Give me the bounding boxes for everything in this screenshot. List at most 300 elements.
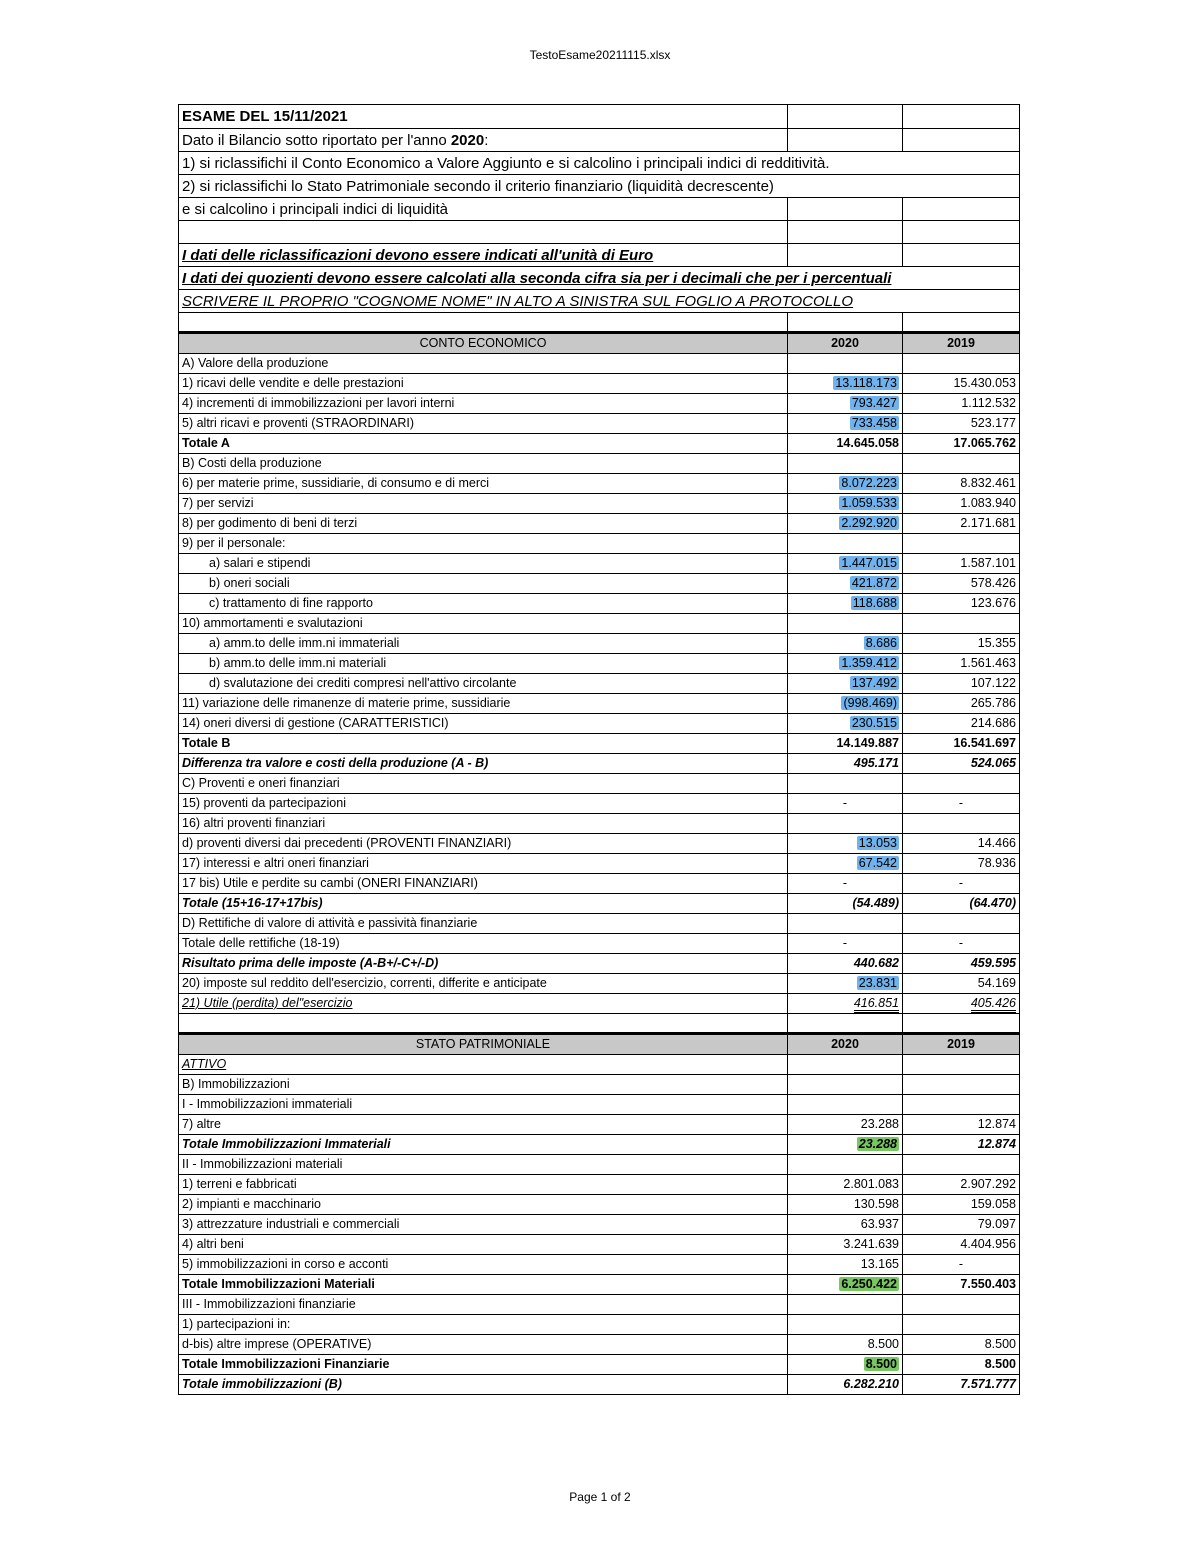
cell-value: 421.872	[851, 576, 897, 590]
value-2019	[903, 414, 1020, 434]
table-row	[179, 1175, 1020, 1195]
cell-value: 2.292.920	[841, 516, 897, 530]
cell-value: 523.177	[970, 416, 1016, 430]
cell-value: (54.489)	[852, 896, 899, 910]
cell-value: 1.447.015	[841, 556, 897, 570]
table-row	[179, 1195, 1020, 1215]
row-label: 7) per servizi	[179, 494, 788, 514]
value-2020	[788, 374, 903, 394]
table-row	[179, 674, 1020, 694]
cell-value: 8.832.461	[960, 476, 1016, 490]
row-label: 6) per materie prime, sussidiarie, di consumo e di merci	[179, 474, 788, 494]
row-label: 10) ammortamenti e svalutazioni	[179, 614, 788, 634]
value-2020	[788, 654, 903, 674]
table-row	[179, 694, 1020, 714]
row-label: a) salari e stipendi	[179, 554, 788, 574]
value-2020	[788, 774, 903, 794]
table-row	[179, 394, 1020, 414]
row-label: Totale B	[179, 734, 788, 754]
cell-value: -	[958, 876, 964, 890]
row-label: Totale Immobilizzazioni Finanziarie	[179, 1355, 788, 1375]
value-2019	[903, 1095, 1020, 1115]
value-2019	[903, 634, 1020, 654]
cell-value: -	[842, 936, 848, 950]
cell-value: 2.907.292	[960, 1177, 1016, 1191]
value-2020	[788, 954, 903, 974]
row-label: Totale Immobilizzazioni Materiali	[179, 1275, 788, 1295]
cell-value: 495.171	[853, 756, 899, 770]
conto_economico-header-y1: 2020	[788, 333, 903, 354]
cell-value: 230.515	[851, 716, 897, 730]
table-row	[179, 874, 1020, 894]
row-label: 14) oneri diversi di gestione (CARATTERISTICI)	[179, 714, 788, 734]
value-2020	[788, 874, 903, 894]
value-2020	[788, 1315, 903, 1335]
value-2020	[788, 734, 903, 754]
value-2020	[788, 934, 903, 954]
stato_patrimoniale-header-row	[179, 1034, 1020, 1055]
stato_patrimoniale-header-y1: 2020	[788, 1034, 903, 1055]
row-label: II - Immobilizzazioni materiali	[179, 1155, 788, 1175]
row-label: A) Valore della produzione	[179, 354, 788, 374]
cell-value: 13.118.173	[835, 376, 897, 390]
table-row	[179, 414, 1020, 434]
value-2020	[788, 494, 903, 514]
value-2020	[788, 594, 903, 614]
cell-value: 459.595	[970, 956, 1016, 970]
cell-value: 214.686	[970, 716, 1016, 730]
table-row	[179, 554, 1020, 574]
value-2020	[788, 834, 903, 854]
value-2020	[788, 1275, 903, 1295]
intro-row-1	[179, 129, 1020, 152]
row-label: B) Immobilizzazioni	[179, 1075, 788, 1095]
cell-value: 78.936	[977, 856, 1016, 870]
value-2019	[903, 994, 1020, 1014]
value-2020	[788, 574, 903, 594]
value-2019	[903, 854, 1020, 874]
value-2020	[788, 1155, 903, 1175]
row-label: 8) per godimento di beni di terzi	[179, 514, 788, 534]
value-2020	[788, 914, 903, 934]
note-1: I dati delle riclassificazioni devono essere indicati all'unità di Euro	[179, 244, 788, 267]
cell-value: 578.426	[970, 576, 1016, 590]
value-2019	[903, 654, 1020, 674]
value-2020	[788, 674, 903, 694]
value-2019	[903, 894, 1020, 914]
row-label: c) trattamento di fine rapporto	[179, 594, 788, 614]
table-row	[179, 1275, 1020, 1295]
cell-value: -	[958, 1257, 964, 1271]
table-row	[179, 974, 1020, 994]
row-label: d-bis) altre imprese (OPERATIVE)	[179, 1335, 788, 1355]
cell-value: 130.598	[853, 1197, 899, 1211]
cell-value: 137.492	[851, 676, 897, 690]
value-2019	[903, 774, 1020, 794]
row-label: Totale A	[179, 434, 788, 454]
value-2020	[788, 794, 903, 814]
value-2020	[788, 434, 903, 454]
cell-value: 733.458	[851, 416, 897, 430]
value-2020	[788, 454, 903, 474]
table-row	[179, 1335, 1020, 1355]
cell-value: 7.571.777	[960, 1377, 1016, 1391]
value-2019	[903, 914, 1020, 934]
value-2019	[903, 534, 1020, 554]
cell-value: 23.831	[858, 976, 897, 990]
row-label: 17 bis) Utile e perdite su cambi (ONERI FINANZIARI)	[179, 874, 788, 894]
conto_economico-header-label: CONTO ECONOMICO	[179, 333, 788, 354]
table-row	[179, 1375, 1020, 1395]
cell-value: 8.500	[865, 1357, 897, 1371]
value-2019	[903, 1055, 1020, 1075]
row-label: Totale immobilizzazioni (B)	[179, 1375, 788, 1395]
cell-value: -	[842, 796, 848, 810]
row-label: III - Immobilizzazioni finanziarie	[179, 1295, 788, 1315]
cell-value: 1.083.940	[960, 496, 1016, 510]
value-2019	[903, 694, 1020, 714]
value-2020	[788, 714, 903, 734]
table-row	[179, 834, 1020, 854]
note-3: SCRIVERE IL PROPRIO "COGNOME NOME" IN ALTO A SINISTRA SUL FOGLIO A PROTOCOLLO	[179, 290, 1020, 313]
cell-value: -	[958, 796, 964, 810]
value-2019	[903, 614, 1020, 634]
row-label: d) proventi diversi dai precedenti (PROVENTI FINANZIARI)	[179, 834, 788, 854]
value-2019	[903, 434, 1020, 454]
cell-value: 1.561.463	[960, 656, 1016, 670]
value-2020	[788, 554, 903, 574]
cell-value: (998.469)	[843, 696, 897, 710]
value-2020	[788, 754, 903, 774]
cell-value: -	[958, 936, 964, 950]
cell-value: 107.122	[970, 676, 1016, 690]
cell-value: 63.937	[860, 1217, 899, 1231]
value-2020	[788, 1235, 903, 1255]
value-2019	[903, 574, 1020, 594]
table-row	[179, 954, 1020, 974]
cell-value: 405.426	[971, 996, 1016, 1013]
cell-value: 2.801.083	[843, 1177, 899, 1191]
table-row	[179, 994, 1020, 1014]
value-2020	[788, 814, 903, 834]
table-row	[179, 794, 1020, 814]
value-2020	[788, 1255, 903, 1275]
cell-value: 14.466	[977, 836, 1016, 850]
value-2020	[788, 634, 903, 654]
value-2019	[903, 454, 1020, 474]
row-label: a) amm.to delle imm.ni immateriali	[179, 634, 788, 654]
value-2019	[903, 514, 1020, 534]
table-row	[179, 1095, 1020, 1115]
row-label: 7) altre	[179, 1115, 788, 1135]
value-2019	[903, 934, 1020, 954]
row-label: B) Costi della produzione	[179, 454, 788, 474]
intro-line-1: Dato il Bilancio sotto riportato per l'anno 2020:	[179, 129, 788, 152]
value-2019	[903, 1355, 1020, 1375]
value-2019	[903, 354, 1020, 374]
value-2019	[903, 1315, 1020, 1335]
row-label: Differenza tra valore e costi della produzione (A - B)	[179, 754, 788, 774]
intro-row-4	[179, 198, 1020, 221]
value-2019	[903, 494, 1020, 514]
page-number: Page 1 of 2	[569, 1490, 631, 1504]
table-row	[179, 1155, 1020, 1175]
table-row	[179, 774, 1020, 794]
value-2019	[903, 1155, 1020, 1175]
value-2019	[903, 594, 1020, 614]
stato_patrimoniale-header-y2: 2019	[903, 1034, 1020, 1055]
row-label: 5) immobilizzazioni in corso e acconti	[179, 1255, 788, 1275]
exam-title-row	[179, 105, 1020, 129]
table-row	[179, 634, 1020, 654]
value-2020	[788, 1215, 903, 1235]
value-2020	[788, 854, 903, 874]
conto_economico-header-y2: 2019	[903, 333, 1020, 354]
table-row	[179, 1235, 1020, 1255]
table-row	[179, 714, 1020, 734]
value-2020	[788, 1335, 903, 1355]
value-2019	[903, 1295, 1020, 1315]
value-2020	[788, 694, 903, 714]
value-2020	[788, 1055, 903, 1075]
cell-value: 13.053	[858, 836, 897, 850]
value-2019	[903, 734, 1020, 754]
cell-value: 2.171.681	[960, 516, 1016, 530]
cell-value: 8.072.223	[841, 476, 897, 490]
row-label: D) Rettifiche di valore di attività e passività finanziarie	[179, 914, 788, 934]
intro-row-3	[179, 175, 1020, 198]
row-label: Totale delle rettifiche (18-19)	[179, 934, 788, 954]
row-label: I - Immobilizzazioni immateriali	[179, 1095, 788, 1115]
value-2020	[788, 534, 903, 554]
cell-value: 15.355	[977, 636, 1016, 650]
row-label: b) oneri sociali	[179, 574, 788, 594]
table-row	[179, 514, 1020, 534]
stato_patrimoniale-header-label: STATO PATRIMONIALE	[179, 1034, 788, 1055]
value-2019	[903, 674, 1020, 694]
value-2020	[788, 414, 903, 434]
cell-value: 23.288	[858, 1137, 897, 1151]
cell-value: 14.149.887	[836, 736, 899, 750]
value-2020	[788, 614, 903, 634]
value-2020	[788, 1375, 903, 1395]
table-row	[179, 1135, 1020, 1155]
table-row	[179, 614, 1020, 634]
value-2019	[903, 794, 1020, 814]
file-name-header: TestoEsame20211115.xlsx	[529, 48, 671, 62]
value-2019	[903, 754, 1020, 774]
cell-value: 23.288	[860, 1117, 899, 1131]
value-2019	[903, 1255, 1020, 1275]
table-row	[179, 1055, 1020, 1075]
cell-value: 14.645.058	[836, 436, 899, 450]
cell-value: 1.059.533	[841, 496, 897, 510]
balance-sheet-table	[178, 104, 1020, 1395]
row-label: Risultato prima delle imposte (A-B+/-C+/-D)	[179, 954, 788, 974]
table-row	[179, 1215, 1020, 1235]
row-label: 16) altri proventi finanziari	[179, 814, 788, 834]
intro-line-4: e si calcolino i principali indici di liquidità	[179, 198, 788, 221]
cell-value: 12.874	[977, 1117, 1016, 1131]
row-label: 20) imposte sul reddito dell'esercizio, correnti, differite e anticipate	[179, 974, 788, 994]
cell-value: 79.097	[977, 1217, 1016, 1231]
cell-value: 8.500	[867, 1337, 899, 1351]
row-label: 5) altri ricavi e proventi (STRAORDINARI)	[179, 414, 788, 434]
cell-value: 16.541.697	[953, 736, 1016, 750]
row-label: 1) terreni e fabbricati	[179, 1175, 788, 1195]
value-2019	[903, 1215, 1020, 1235]
value-2019	[903, 1075, 1020, 1095]
value-2019	[903, 1335, 1020, 1355]
cell-value: 1.359.412	[841, 656, 897, 670]
table-row	[179, 654, 1020, 674]
value-2019	[903, 1115, 1020, 1135]
cell-value: 17.065.762	[953, 436, 1016, 450]
row-label: ATTIVO	[179, 1055, 788, 1075]
row-label: 4) incrementi di immobilizzazioni per lavori interni	[179, 394, 788, 414]
exam-title: ESAME DEL 15/11/2021	[179, 105, 788, 129]
value-2019	[903, 714, 1020, 734]
value-2019	[903, 814, 1020, 834]
value-2020	[788, 514, 903, 534]
row-label: 21) Utile (perdita) del"esercizio	[179, 994, 788, 1014]
row-label: 1) partecipazioni in:	[179, 1315, 788, 1335]
table-row	[179, 1355, 1020, 1375]
row-label: 4) altri beni	[179, 1235, 788, 1255]
note-row-1	[179, 244, 1020, 267]
table-row	[179, 454, 1020, 474]
intro-line-2: 1) si riclassifichi il Conto Economico a Valore Aggiunto e si calcolino i principali indici di redditività.	[179, 152, 1020, 175]
cell-value: 123.676	[970, 596, 1016, 610]
table-row	[179, 494, 1020, 514]
table-row	[179, 1295, 1020, 1315]
value-2020	[788, 1355, 903, 1375]
value-2019	[903, 1195, 1020, 1215]
row-label: 11) variazione delle rimanenze di materie prime, sussidiarie	[179, 694, 788, 714]
value-2020	[788, 354, 903, 374]
cell-value: 793.427	[851, 396, 897, 410]
cell-value: 13.165	[860, 1257, 899, 1271]
cell-value: 7.550.403	[960, 1277, 1016, 1291]
cell-value: -	[842, 876, 848, 890]
row-label: 17) interessi e altri oneri finanziari	[179, 854, 788, 874]
cell-value: 1.112.532	[961, 396, 1016, 410]
intro-row-2	[179, 152, 1020, 175]
table-row	[179, 934, 1020, 954]
table-row	[179, 854, 1020, 874]
value-2019	[903, 974, 1020, 994]
cell-value: 8.500	[984, 1357, 1016, 1371]
cell-value: 15.430.053	[953, 376, 1016, 390]
value-2020	[788, 1075, 903, 1095]
table-row	[179, 374, 1020, 394]
note-row-2	[179, 267, 1020, 290]
cell-value: 54.169	[977, 976, 1016, 990]
row-label: Totale (15+16-17+17bis)	[179, 894, 788, 914]
table-row	[179, 1255, 1020, 1275]
table-row	[179, 754, 1020, 774]
value-2019	[903, 394, 1020, 414]
row-label: 15) proventi da partecipazioni	[179, 794, 788, 814]
cell-value: 416.851	[854, 996, 899, 1013]
table-row	[179, 574, 1020, 594]
table-row	[179, 434, 1020, 454]
table-row	[179, 534, 1020, 554]
table-row	[179, 894, 1020, 914]
row-label: b) amm.to delle imm.ni materiali	[179, 654, 788, 674]
table-row	[179, 814, 1020, 834]
value-2019	[903, 954, 1020, 974]
row-label: d) svalutazione dei crediti compresi nell'attivo circolante	[179, 674, 788, 694]
cell-value: 1.587.101	[960, 556, 1016, 570]
value-2020	[788, 1095, 903, 1115]
value-2019	[903, 1375, 1020, 1395]
cell-value: 4.404.956	[960, 1237, 1016, 1251]
table-row	[179, 1115, 1020, 1135]
cell-value: 8.500	[984, 1337, 1016, 1351]
note-row-3	[179, 290, 1020, 313]
cell-value: 67.542	[858, 856, 897, 870]
value-2020	[788, 1195, 903, 1215]
value-2020	[788, 394, 903, 414]
table-row	[179, 914, 1020, 934]
table-row	[179, 734, 1020, 754]
value-2020	[788, 1135, 903, 1155]
value-2020	[788, 1175, 903, 1195]
cell-value: 118.688	[852, 596, 897, 610]
cell-value: 3.241.639	[843, 1237, 899, 1251]
row-label: 3) attrezzature industriali e commerciali	[179, 1215, 788, 1235]
value-2020	[788, 974, 903, 994]
row-label: C) Proventi e oneri finanziari	[179, 774, 788, 794]
value-2020	[788, 1295, 903, 1315]
value-2019	[903, 834, 1020, 854]
row-label: 1) ricavi delle vendite e delle prestazioni	[179, 374, 788, 394]
cell-value: (64.470)	[969, 896, 1016, 910]
value-2019	[903, 874, 1020, 894]
value-2020	[788, 994, 903, 1014]
row-label: Totale Immobilizzazioni Immateriali	[179, 1135, 788, 1155]
row-label: 2) impianti e macchinario	[179, 1195, 788, 1215]
table-row	[179, 474, 1020, 494]
value-2019	[903, 1235, 1020, 1255]
cell-value: 6.282.210	[843, 1377, 899, 1391]
cell-value: 12.874	[977, 1137, 1016, 1151]
cell-value: 524.065	[970, 756, 1016, 770]
row-label: 9) per il personale:	[179, 534, 788, 554]
value-2020	[788, 894, 903, 914]
value-2019	[903, 1175, 1020, 1195]
note-2: I dati dei quozienti devono essere calcolati alla seconda cifra sia per i decimali che per i percentuali	[179, 267, 1020, 290]
table-row	[179, 594, 1020, 614]
value-2019	[903, 1135, 1020, 1155]
value-2019	[903, 474, 1020, 494]
cell-value: 265.786	[970, 696, 1016, 710]
conto_economico-header-row	[179, 333, 1020, 354]
table-row	[179, 354, 1020, 374]
intro-line-3: 2) si riclassifichi lo Stato Patrimoniale secondo il criterio finanziario (liquidità decrescente)	[179, 175, 1020, 198]
cell-value: 159.058	[970, 1197, 1016, 1211]
value-2019	[903, 1275, 1020, 1295]
cell-value: 6.250.422	[841, 1277, 897, 1291]
cell-value: 8.686	[865, 636, 897, 650]
value-2020	[788, 1115, 903, 1135]
value-2020	[788, 474, 903, 494]
value-2019	[903, 374, 1020, 394]
table-row	[179, 1315, 1020, 1335]
table-row	[179, 1075, 1020, 1095]
value-2019	[903, 554, 1020, 574]
